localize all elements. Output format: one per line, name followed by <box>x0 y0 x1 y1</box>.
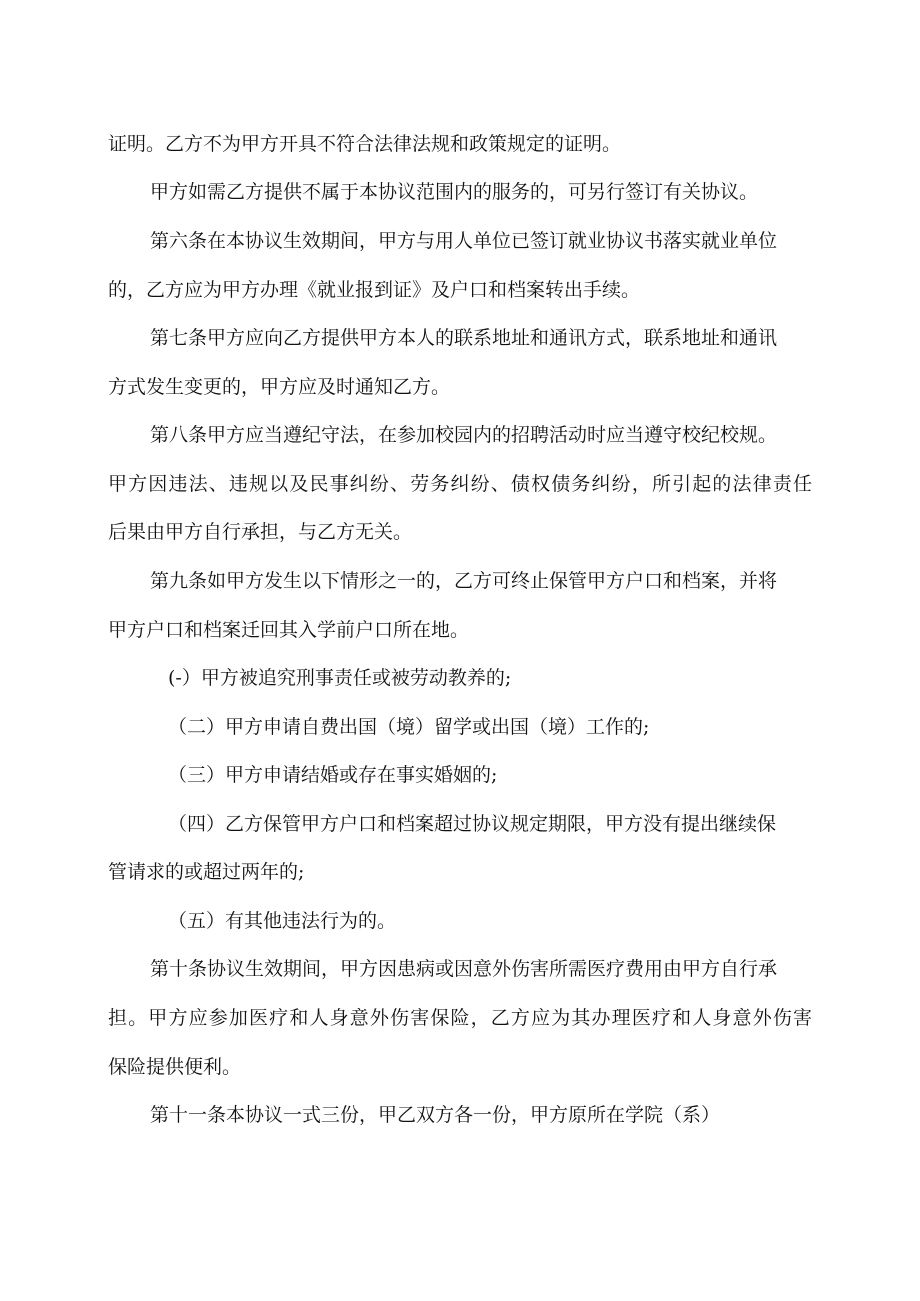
text-line: 后果由甲方自行承担，与乙方无关。 <box>108 521 413 543</box>
text-line: 第八条甲方应当遵纪守法，在参加校园内的招聘活动时应当遵守校纪校规。 <box>150 424 778 446</box>
text-line: 的，乙方应为甲方办理《就业报到证》及户口和档案转出手续。 <box>108 279 641 301</box>
text-line: 第十条协议生效期间，甲方因患病或因意外伤害所需医疗费用由甲方自行承 <box>150 958 778 980</box>
text-line: 甲方户口和档案迁回其入学前户口所在地。 <box>108 619 470 641</box>
list-item: （二）甲方申请自费出国（境）留学或出国（境）工作的; <box>168 716 650 738</box>
text-line: 证明。乙方不为甲方开具不符合法律法规和政策规定的证明。 <box>108 133 622 155</box>
text-line: 甲方如需乙方提供不属于本协议范围内的服务的，可另行签订有关协议。 <box>150 181 759 203</box>
list-item: （五）有其他违法行为的。 <box>168 910 397 932</box>
text-line: 第七条甲方应向乙方提供甲方本人的联系地址和通讯方式，联系地址和通讯 <box>150 327 778 349</box>
text-line: 第九条如甲方发生以下情形之一的，乙方可终止保管甲方户口和档案，并将 <box>150 570 778 592</box>
list-item: (-）甲方被追究刑事责任或被劳动教养的; <box>168 667 512 689</box>
list-item: （四）乙方保管甲方户口和档案超过协议规定期限，甲方没有提出继续保 <box>168 813 777 835</box>
text-line: 第十一条本协议一式三份，甲乙双方各一份，甲方原所在学院（系） <box>150 1104 721 1126</box>
text-line: 方式发生变更的，甲方应及时通知乙方。 <box>108 376 451 398</box>
text-line: 保险提供便利。 <box>108 1056 242 1078</box>
text-line: 甲方因违法、违规以及民事纠纷、劳务纠纷、债权债务纠纷，所引起的法律责任 <box>108 473 812 495</box>
text-line: 管请求的或超过两年的; <box>108 861 305 883</box>
text-line: 第六条在本协议生效期间，甲方与用人单位已签订就业协议书落实就业单位 <box>150 230 778 252</box>
text-line: 担。甲方应参加医疗和人身意外伤害保险，乙方应为其办理医疗和人身意外伤害 <box>108 1007 812 1029</box>
list-item: （三）甲方申请结婚或存在事实婚姻的; <box>168 764 498 786</box>
